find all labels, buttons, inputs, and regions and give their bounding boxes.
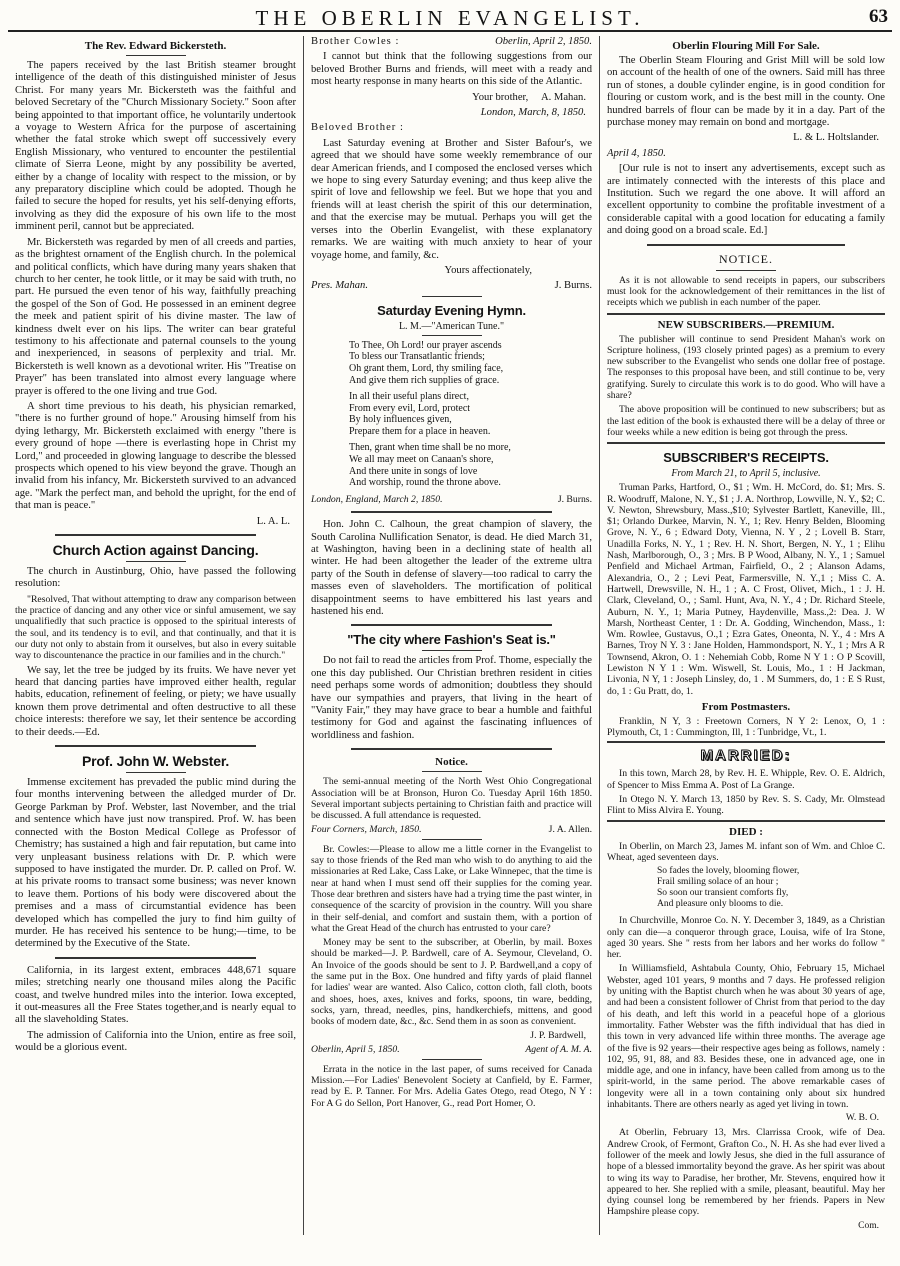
hymn-meter: L. M.—"American Tune." (398, 320, 505, 332)
letter-salutation: Brother Cowles : (311, 36, 400, 47)
married-heading: MARRIED: (700, 747, 792, 765)
died-item: In Oberlin, on March 23, James M. infant son of Wm. and Chloe C. Wheat, aged seventeen days. (607, 840, 885, 863)
notice-author: J. A. Allen. (548, 824, 592, 836)
bickersteth-heading: The Rev. Edward Bickersteth. (84, 40, 227, 52)
bickersteth-paragraph: Mr. Bickersteth was regarded by men of all creeds and parties, as the brightest ornament of the English church. In the polemical and political conflicts, which have during many years shaken that church to her center, he took little, or it may be said with truth, no part. He pursued the even tenor of his way, faithfully preaching the gospel of the Son of God. He possessed in an eminent degree the meek and patient spirit of his divine master. The law of kindness dwelt ever on his lips. The writer can bear grateful testimony to his affectionate and paternal counsels to the young and inexperienced, in seasons of perplexity and trial. Mr. Bickersteth is well known as a devotional writer. His "Treatise on Prayer" has been translated into almost every language where prayer is offered to the one living and true God. (15, 236, 296, 397)
fashion-paragraph: Do not fail to read the articles from Prof. Thome, especially the one this day published. Our Christian brethren resident in cities need perhaps some words of admonition; doubtless they should have our sympathies and prayers, that living in the heart of "Vanity Fair," they may have grace to bear a humble and faithful testimony for God and against the fascinating influences of worldliness and fashion. (311, 655, 592, 741)
calhoun-paragraph: Hon. John C. Calhoun, the great champion of slavery, the South Carolina Nullification Senator, is dead. He died March 31, at Washington, having been in a declining state of health all winter. He had been altogether the leader of the extreme ultra party of the South in defense of slavery—too radical to carry the masses even of slaveholders. The mortification of political disappointment seems to have embittered his last years and hastened his end. (311, 519, 592, 617)
letter-header (311, 36, 592, 48)
hymn-stanza (349, 391, 592, 437)
verse-line: And worship, round the throne above. (349, 477, 501, 489)
hymn-author: J. Burns. (557, 493, 592, 505)
divider (647, 244, 845, 246)
webster-paragraph: Immense excitement has prevaded the public mind during the four months intervening between the alledged murder of Dr. George Parkman by Prof. Webster, last November, and the trial and sentence which have just now transpired. Prof. W. has been connected with the Boston Medical College as Professor of Chemistry; has sustained a high and fair reputation, but came into very unpleasant business relations with Dr. P. which were supposed to have instigated the murder. Dr. P. called on Prof. W. at his private rooms to transact some business; was never known to leave them. Portions of his body were discovered about the premises and a mass of circumstantial evidence has been developed which has compelled the jury to find him guilty of murder. He has received his sentence to be hung;—time, to be determined by the Executive of the State. (15, 777, 296, 950)
divider (351, 624, 552, 626)
columns (8, 36, 892, 1235)
died-item: In Churchville, Monroe Co. N. Y. December 3, 1849, as a Christian only can die—a conqueror through grace, Louisa, wife of Ira Stone, aged 30 years. She " rests from her labors and her works do follow " her. (607, 915, 885, 961)
notice-paragraph: The semi-annual meeting of the North West Ohio Congregational Association will be at Bronson, Huron Co. Tuesday April 16th 1850. Several important subjects pertaining to Christian faith and practice will be discussed. A full attendance is requested. (311, 776, 592, 822)
hymn-place-date: London, England, March 2, 1850. (311, 493, 443, 505)
divider (126, 55, 186, 56)
burns-to: Pres. Mahan. (311, 280, 368, 292)
burns-salutation: Beloved Brother : (311, 122, 404, 134)
bickersteth-paragraph: The papers received by the last British steamer brought intelligence of the death of this distinguished minister of Jesus Christ. For many years Mr. Bickersteth was the faithful and beloved Secretary of the "Church Missionary Society." Soon after being appointed to that important office, he voluntarily undertook a voyage to Western Africa for the purpose of ascertaining whether the fatal stroke which swept off successively every English Missionary, who ventured to encounter the pestilential climate of Sierra Leone, might by any possibility be averted, either by a change of locality with respect to the mission, or by any preparatory discipline which could be adopted. Though he failed to secure the hoped for results, yet his self-denying efforts, involving as they did the exposure of his own life to the most imminent peril, cannot but be appreciated. (15, 60, 296, 233)
verse-line: From every evil, Lord, protect (349, 402, 471, 414)
fashion-heading: "The city where Fashion's Seat is." (347, 632, 556, 648)
bardwell-place-date: Oberlin, April 5, 1850. (311, 1044, 400, 1056)
died-item-signature: W. B. O. (845, 1113, 879, 1124)
bardwell-title: Agent of A. M. A. (525, 1044, 592, 1056)
divider (607, 741, 885, 743)
married-banner (607, 747, 885, 765)
verse-line: Prepare them for a place in heaven. (349, 425, 491, 437)
column-1 (8, 36, 304, 1235)
burns-body: Last Saturday evening at Brother and Sister Bafour's, we agreed that we should have some weekly remembrance of our dear American friends, and I composed the enclosed verses which we hope to sing every Saturday evening; and thus keep alive the spirit of love and fellowship we feel. But we hope that you and friends will at least cherish the spirit of this our determination, and that the exercise may be mutual. Perhaps you will get the verses into the Oberlin Evangelist, with these explanatory remarks. We are waiting with much anxiety to hear of your voyage home, and family, &c. (311, 137, 592, 261)
letter-closing-text: Your brother, (472, 91, 529, 103)
died-item: At Oberlin, February 13, Mrs. Clarrissa Crook, wife of Dea. Andrew Crook, of Fermont, Grafton Co., N. H. As she had ever lived a follower of the meek and lowly Jesus, she died in the full assurance of hope of a blessed immortality beyond the grave. As her spirit was about to wing its way to Paradise, her brother, Mr. Stevens, enquired how it appeared to her. She replied with a smile, pleasant, beautiful. May her dying counsel long be remembered by her friends. Papers in New Hampshire please copy. (607, 1127, 885, 1218)
verse-line: Frail smiling solace of an hour ; (657, 877, 779, 888)
verse-line: So soon our transient comforts fly, (657, 888, 789, 899)
column-2 (304, 36, 600, 1235)
verse-line: To bless our Transatlantic friends; (349, 351, 485, 363)
verse-line: So fades the lovely, blooming flower, (657, 866, 800, 877)
divider (422, 771, 482, 772)
receipts-list: Truman Parks, Hartford, O., $1 ; Wm. H. McCord, do. $1; Mrs. S. R. Woodruff, Malone, N. Y., $1 ; J. A. Northrop, Lowville, N. Y., $2; C. V. Newton, Shrewsbury, Mass.,$10; Sylvester Bartlett, Kaneville, Ill., $1; Orlando Durkee, Marvin, N. Y., 1; Rev. Henry Belden, Blooming Grove, N. Y., 6 ; Edward Doty, Vienna, N. Y , 2 ; Lovell B. Starr, Unadilla Forks, N. Y., 1 ; Rev. H. N. Short, Bergen, N. Y., 1 ; Elihu Nash, Marlborough, O., 3 ; Mrs. B P Wood, Albany, N. Y., 1 ; Samuel Penfield and Michael Artman, Fairfield, O., 2 ; Alanson Adams, Alexandria, O., 2 ; Levi Peat, Farmersville, N. Y.,1 ; Miss C. A. Hartwell, Drewsville, N. H., 1 ; A. C Frost, Olivet, Mich., 1 : J. H. Clark, Cleveland, O., ; Saml. Hunt, Ava, N. Y., 4 ; Dr. Richard Steele, Auburn, N. Y., 1; Maria Putney, Haydenville, Mass.,2: Dea. J. W Marsh, Northeast Center, 1 : Dr. A. Godding, Winchendon, Mass., 1: Wm. Rowlee, Gustavus, O.,1 ; Ezra Gates, Oneonta, N. Y., 4 : Mrs A Barnes, Troy N Y. 3 : Jane Holden, Hammondsport, N. Y., 1 ; Mrs A R Townsend, Akron, O. 1 : Nehemiah Cobb, Rome N Y 1 : O P Scovill, Lewiston N Y 1 : Wm. Wiswell, St. Louis, Mo., 1 : H Jackman, Livonia, N Y, 1 : Joseph Linsley, do, 1 . M Summers, do, 1 : E S Rust, do, 1 : Gu Pratt, do, 1. (607, 482, 885, 697)
mill-editor-note: [Our rule is not to insert any advertisements, except such as are intimately connected with the interests of this place and Institution. Such we regard the one above. It will afford an excellent opportunity to combine the profitable investment of a considerable capital with a good location for educating a family and doing good on a broad scale. Ed.] (607, 163, 885, 237)
divider (607, 313, 885, 315)
hymn-stanza (349, 442, 592, 488)
hymn-signoff (311, 494, 592, 505)
notice-place-date: Four Corners, March, 1850. (311, 824, 422, 836)
mill-heading: Oberlin Flouring Mill For Sale. (672, 40, 820, 52)
divider (422, 839, 482, 840)
burns-from: J. Burns. (554, 280, 592, 292)
bickersteth-signature: L. A. L. (256, 515, 290, 527)
column-3 (600, 36, 892, 1235)
divider (422, 296, 482, 297)
letter-place-date: Oberlin, April 2, 1850. (495, 36, 592, 47)
bickersteth-paragraph: A short time previous to his death, his physician remarked, "there is no further ground of hope." Arousing himself from his dying lethargy, Mr. Bickersteth exclaimed with energy "there is every ground of hope —there is everlasting hope in Christ my Lord," and proceeded in glowing language to describe the blessed prospects which opened to his view beyond the grave. Though an invalid from his infancy, Mr. Bickersteth survived to an advanced age. "Mark the perfect man, and behold the upright, for the end of that man is peace." (15, 400, 296, 512)
letter-body: I cannot but think that the following suggestions from our beloved Brother Burns and friends, will meet with a ready and most hearty response in many hearts on this side of the Atlantic. (311, 51, 592, 88)
divider (351, 511, 552, 513)
premium-paragraph-2: The above proposition will be continued to new subscribers; but as the last edition of the book is exhausted there will be a delay of three or four weeks while a new edition is being got through the press. (607, 404, 885, 438)
verse-line: We all may meet on Canaan's shore, (349, 454, 494, 466)
divider (422, 1059, 482, 1060)
died-verse (657, 866, 885, 910)
notice-paragraph: As it is not allowable to send receipts in papers, our subscribers must look for the acknowledgement of their remittances in the list of receipts which we publish in each number of the paper. (607, 274, 885, 309)
notice-heading: NOTICE. (719, 251, 773, 266)
divider (351, 748, 552, 750)
letter-closing (311, 92, 586, 104)
verse-line: To Thee, Oh Lord! our prayer ascends (349, 339, 502, 351)
burns-closing: Yours affectionately, (444, 264, 532, 276)
bardwell-name: J. P. Bardwell, (530, 1030, 586, 1042)
notice-signoff (311, 824, 592, 835)
verse-line: And there unite in songs of love (349, 465, 478, 477)
dancing-heading: Church Action against Dancing. (52, 542, 259, 559)
masthead (8, 4, 892, 32)
dancing-comment: We say, let the tree be judged by its fruits. We have never yet heard that dancing parties have improved either health, regular habits, education, refinement of feeling, or piety; we have usually known them prove detrimental and often destructive to all these choice interests: therefore we say, let their sentence be according to their deeds.—Ed. (15, 664, 296, 738)
verse-line: Oh grant them, Lord, thy smiling face, (349, 362, 504, 374)
dancing-resolution: "Resolved, That without attempting to draw any comparison between the practice of dancing and any other vice or sinful amusement, we say unqualifiedly that such practice is opposed to the spiritual interests of the soul, and its tendency is to evil, and that continually, and that it is our duty not only to abstain from it ourselves, but also in every suitable way to discountenance the practice in our families and in the church." (15, 593, 296, 662)
divider (607, 442, 885, 444)
verse-line: And give them rich supplies of grace. (349, 374, 500, 386)
divider (55, 534, 256, 536)
divider (607, 820, 885, 822)
postmasters-heading: From Postmasters. (701, 700, 791, 713)
webster-heading: Prof. John W. Webster. (81, 753, 230, 770)
burns-signoff (311, 280, 592, 292)
letter-closing-name: A. Mahan. (540, 91, 586, 103)
postmasters-list: Franklin, N Y, 3 : Freetown Corners, N Y 2: Lenox, O, 1 : Plymouth, Ct, 1 : Cummington, Ill, 1 : Tunbridge, Vt., 1. (607, 715, 885, 739)
verse-line: And pleasure only blooms to die. (657, 899, 784, 910)
divider (55, 745, 256, 747)
page-number: 63 (869, 6, 888, 27)
newspaper-title: THE OBERLIN EVANGELIST. (255, 6, 645, 30)
mill-signature: L. & L. Holtslander. (793, 132, 879, 144)
bardwell-paragraph: Br. Cowles:—Please to allow me a little corner in the Evangelist to say to those friends of the Red man who wish to do anything to aid the missionaries at Red Lake, Cass Lake, or Lake Winnepec, that the time is near at hand when I must send off their supplies for the coming year. Those dear brethren and sisters have had a trying time the past winter, in consequence of the scarcity of provision in the country. Will you share in their self-denial, and comfort and sustain them, with a portion of what the Great Head of the church has entrusted to your care? (311, 843, 592, 934)
died-item-signature: Com. (858, 1220, 879, 1231)
divider (55, 957, 256, 959)
london-date: London, March, 8, 1850. (480, 107, 586, 119)
verse-line: Then, grant when time shall be no more, (349, 442, 511, 454)
married-item: In Otego N. Y. March 13, 1850 by Rev. S. S. Cady, Mr. Olmstead Flint to Miss Alvira E. Young. (607, 794, 885, 817)
mill-paragraph: The Oberlin Steam Flouring and Grist Mill will be sold low on account of the health of one of the owners. Said mill has three run of stones, a double cylinder engine, is in good condition for flouring or custom work, and is the best mill in the county. One hundred barrels of flour can be made by it in a day. Part of the purchase money may remain on bond and mortgage. (607, 55, 885, 129)
california-paragraph-2: The admission of California into the Union, entire as free soil, would be a glorious event. (15, 1029, 296, 1054)
bardwell-paragraph-2: Money may be sent to the subscriber, at Oberlin, by mail. Boxes should be marked—J. P. Bardwell, care of A. Seymour, Cleveland, O. An Invoice of the goods should be sent to J. P. Bardwell,and a copy of the same put in the Box. One hundred and fifty yards of plaid flannel for ladies' wear are wanted. Also Calico, cotton cloth, fall cloth, boots and shoes, hoes, axes, knives and forks, spoons, tin ware, bedding, socks, yarn, thread, needles, pins, handkerchiefs, mittens, and good books of modern date, &c., &c. Send them in as soon as convenient. (311, 937, 592, 1028)
bardwell-signoff (311, 1044, 592, 1055)
died-heading: DIED : (729, 825, 763, 838)
notice-heading: Notice. (435, 756, 468, 769)
married-item: In this town, March 28, by Rev. H. E. Whipple, Rev. O. E. Aldrich, of Spencer to Miss Emma A. Post of La Grange. (607, 768, 885, 791)
divider (422, 650, 482, 651)
dancing-intro: The church in Austinburg, Ohio, have passed the following resolution: (15, 566, 296, 590)
premium-paragraph: The publisher will continue to send President Mahan's work on Scripture holiness, (193 closely printed pages) as a premium to every new subscriber to the Evangelist who sends one dollar free of postage. The responses to this proposal have been, and still continue to be, very gratifying. Surely to circulate this work is to do good. Who will have a share? (607, 333, 885, 402)
verse-line: In all their useful plans direct, (349, 391, 469, 403)
divider (716, 270, 776, 271)
california-paragraph: California, in its largest extent, embraces 448,671 square miles; stretching nearly one thousand miles along the Pacific coast, and twelve hundred miles into the interior. Iowa excepted, it out-measures all the Free States together,and is nearly equal to all the slaveholding States. (15, 964, 296, 1026)
divider (126, 561, 186, 562)
divider (422, 335, 482, 336)
divider (126, 772, 186, 773)
receipts-subheading: From March 21, to April 5, inclusive. (671, 468, 821, 480)
premium-heading: NEW SUBSCRIBERS.—PREMIUM. (657, 318, 835, 331)
hymn-stanza (349, 340, 592, 386)
died-item: In Williamsfield, Ashtabula County, Ohio, February 15, Michael Webster, aged 101 years, 9 months and 7 days. He professed religion by uniting with the Baptist church when he was about 30 years of age, and had been a consistent follower of Christ from that period to the day of his death, and left this world in a peaceful hope of a glorious immortality. Father Webster was the fifth individual that has died in this town in very advanced life within three months. The average age of the five is 92 years—their respective ages being as follows, namely : 102, 95, 91, 88, and 83. Besides these, one in advanced age, one in middle age, and one in infancy, have been called from among us to the spirit-world, in the same period. The above remarkable cases of longevity were all in a town containing only about six hundred inhabitants. There are others nearly as aged yet living in town. (607, 963, 885, 1111)
verse-line: By holy influences given, (349, 414, 452, 426)
receipts-heading: SUBSCRIBER'S RECEIPTS. (663, 450, 829, 466)
errata-paragraph: Errata in the notice in the last paper, of sums received for Canada Mission.—For Ladies' Benevolent Society at Canfield, by E. Farmer, read by E. P. Tanner. For Mrs. Adelia Gates Otego, read Otego, N Y : For A G do Sellon, Port Hanover, G., read Port Homer, O. (311, 1063, 592, 1109)
hymn-title: Saturday Evening Hymn. (377, 302, 526, 318)
mill-date: April 4, 1850. (607, 147, 666, 159)
